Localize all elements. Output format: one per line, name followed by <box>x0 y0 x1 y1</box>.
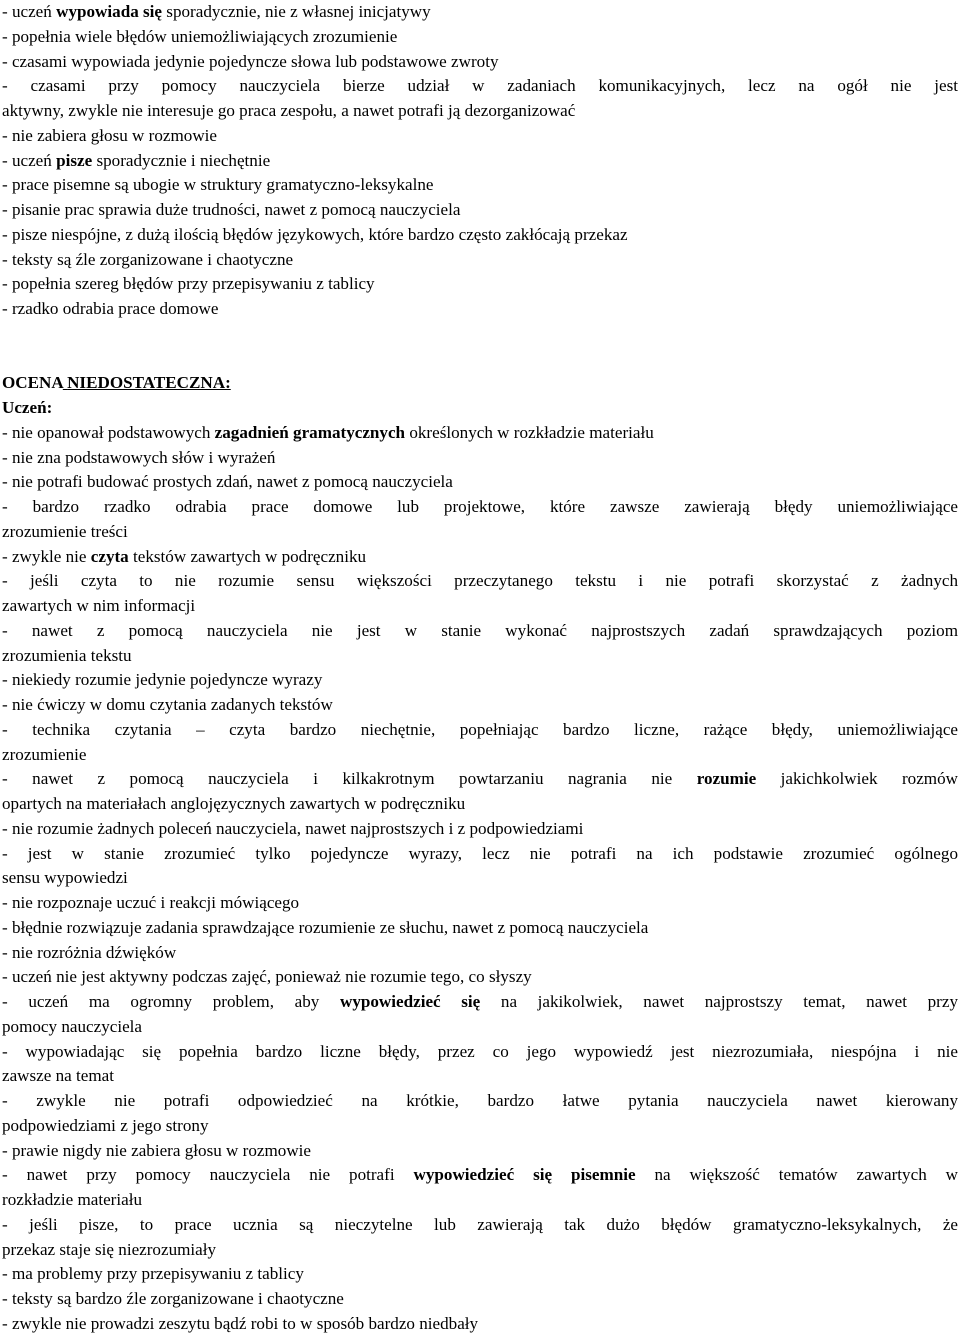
text-span: - zwykle nie <box>2 546 91 566</box>
text-line <box>2 866 958 891</box>
text-line <box>2 520 958 545</box>
emphasis-text: wypowiedzieć się <box>339 992 481 1011</box>
text-span: - technika czytania – czyta bardzo niechętnie, popełniając bardzo liczne, rażące błędy, uniemożliwiające <box>2 719 958 739</box>
text-span: - nie zabiera głosu w rozmowie <box>2 125 218 145</box>
text-line <box>2 173 958 198</box>
text-line <box>2 644 958 669</box>
text-line <box>2 149 958 174</box>
text-line <box>2 495 958 520</box>
emphasis-text: zagadnień gramatycznych <box>214 422 406 442</box>
text-line <box>2 1163 958 1188</box>
text-line <box>2 248 958 273</box>
text-line <box>2 619 958 644</box>
text-line <box>2 223 958 248</box>
text-span: - nawet z pomocą nauczyciela i kilkakrotnym powtarzaniu nagrania nie <box>2 769 697 789</box>
text-span: przekaz staje się niezrozumiały <box>2 1239 217 1259</box>
text-span: zrozumienia tekstu <box>2 645 132 665</box>
text-line <box>2 0 958 25</box>
text-line <box>2 1312 958 1337</box>
text-span: - nie zna podstawowych słów i wyrażeń <box>2 447 276 467</box>
text-line <box>2 718 958 743</box>
text-span: - teksty są bardzo źle zorganizowane i chaotyczne <box>2 1289 344 1308</box>
text-span: - jest w stanie zrozumieć tylko pojedyncze wyrazy, lecz nie potrafi na ich podstawie zrozumieć ogólnego <box>2 843 958 863</box>
section-criteria-previous-grade <box>2 0 958 322</box>
text-span: - nawet z pomocą nauczyciela nie jest w stanie wykonać najprostszych zadań sprawdzających poziom <box>2 620 958 640</box>
text-line <box>2 743 958 768</box>
text-line <box>2 990 958 1015</box>
grade-heading-grade: NIEDOSTATECZNA: <box>67 373 231 393</box>
text-line <box>2 446 958 471</box>
emphasis-text: wypowiedzieć się pisemnie <box>413 1165 636 1185</box>
text-line <box>2 198 958 223</box>
text-span: - uczeń ma ogromny problem, aby <box>2 992 340 1011</box>
text-span: - prace pisemne są ubogie w struktury gramatyczno-leksykalne <box>2 175 434 195</box>
text-span: pomocy nauczyciela <box>2 1016 143 1036</box>
text-span: - uczeń <box>2 150 57 170</box>
grade-heading-word: OCENA <box>2 373 63 393</box>
text-line <box>2 817 958 842</box>
text-line <box>2 1287 958 1312</box>
text-span: - uczeń <box>2 2 57 21</box>
emphasis-text: rozumie <box>696 769 757 789</box>
text-line <box>2 891 958 916</box>
text-span: zrozumienie treści <box>2 521 128 541</box>
text-span: opartych na materiałach anglojęzycznych zawartych w podręczniku <box>2 794 466 813</box>
text-line <box>2 74 958 99</box>
text-span: - rzadko odrabia prace domowe <box>2 299 219 318</box>
text-span: - pisanie prac sprawia duże trudności, nawet z pomocą nauczyciela <box>2 200 461 219</box>
text-span: tekstów zawartych w podręczniku <box>128 546 367 566</box>
emphasis-text: pisze <box>56 150 93 170</box>
text-line <box>2 941 958 966</box>
text-line <box>2 965 958 990</box>
text-line <box>2 545 958 570</box>
text-line <box>2 470 958 495</box>
text-line <box>2 421 958 446</box>
text-span: - nie potrafi budować prostych zdań, nawet z pomocą nauczyciela <box>2 472 453 492</box>
text-span: zrozumienie <box>2 744 87 764</box>
text-span: - czasami przy pomocy nauczyciela bierze udział w zadaniach komunikacyjnych, lecz na ogół nie jest <box>2 76 958 96</box>
text-span: aktywny, zwykle nie interesuje go praca zespołu, a nawet potrafi ją dezorganizować <box>2 101 576 120</box>
text-span: na większość tematów zawartych w <box>635 1165 959 1185</box>
text-span: - jeśli czyta to nie rozumie sensu większości przeczytanego tekstu i nie potrafi skorzystać z żadnych <box>2 571 958 591</box>
text-span: sporadycznie, nie z własnej inicjatywy <box>162 2 431 21</box>
text-span: - niekiedy rozumie jedynie pojedyncze wyrazy <box>2 670 323 690</box>
section-gap <box>2 322 958 372</box>
text-line <box>2 767 958 792</box>
text-span: - zwykle nie potrafi odpowiedzieć na krótkie, bardzo łatwe pytania nauczyciela nawet kierowany <box>2 1091 958 1110</box>
section-criteria-insufficient <box>2 421 958 1337</box>
text-line <box>2 569 958 594</box>
text-line <box>2 272 958 297</box>
text-line <box>2 1238 958 1263</box>
text-line <box>2 50 958 75</box>
text-span: sensu wypowiedzi <box>2 868 128 888</box>
emphasis-text: wypowiada się <box>56 2 163 21</box>
text-span: - czasami wypowiada jedynie pojedyncze słowa lub podstawowe zwroty <box>2 51 499 71</box>
text-span: - zwykle nie prowadzi zeszytu bądź robi to w sposób bardzo niedbały <box>2 1313 479 1333</box>
text-span: - nie rozróżnia dźwięków <box>2 942 177 962</box>
text-span: - popełnia wiele błędów uniemożliwiających zrozumienie <box>2 26 398 46</box>
text-span: - nawet przy pomocy nauczyciela nie potrafi <box>2 1165 414 1185</box>
text-span: - pisze niespójne, z dużą ilością błędów językowych, które bardzo często zakłócają przekaz <box>2 224 628 244</box>
text-span: - błędnie rozwiązuje zadania sprawdzające rozumienie ze słuchu, nawet z pomocą nauczyciela <box>2 917 649 937</box>
text-span: - nie ćwiczy w domu czytania zadanych tekstów <box>2 695 333 714</box>
text-span: zawartych w nim informacji <box>2 596 196 615</box>
text-span: sporadycznie i niechętnie <box>92 150 271 170</box>
text-span: - ma problemy przy przepisywaniu z tablicy <box>2 1264 304 1284</box>
text-line <box>2 297 958 322</box>
text-line <box>2 1188 958 1213</box>
text-line <box>2 25 958 50</box>
text-line <box>2 1015 958 1040</box>
text-line <box>2 1213 958 1238</box>
text-line <box>2 693 958 718</box>
grade-heading <box>2 371 958 396</box>
text-span: rozkładzie materiału <box>2 1190 142 1209</box>
text-span: - uczeń nie jest aktywny podczas zajęć, ponieważ nie rozumie tego, co słyszy <box>2 967 532 987</box>
text-line <box>2 124 958 149</box>
text-span: - wypowiadając się popełnia bardzo liczne błędy, przez co jego wypowiedź jest niezrozumiała, niespójna i nie <box>2 1041 958 1061</box>
text-span: na jakikolwiek, nawet najprostszy temat, nawet przy <box>480 992 958 1011</box>
text-span: - nie opanował podstawowych <box>2 422 215 442</box>
text-line <box>2 99 958 124</box>
text-span: zawsze na temat <box>2 1066 114 1086</box>
subject-label: Uczeń: <box>2 398 53 417</box>
text-line <box>2 1089 958 1114</box>
text-span: - teksty są źle zorganizowane i chaotyczne <box>2 249 294 269</box>
text-line <box>2 916 958 941</box>
text-span: - nie rozpoznaje uczuć i reakcji mówiącego <box>2 893 300 912</box>
text-span: - popełnia szereg błędów przy przepisywaniu z tablicy <box>2 274 375 294</box>
text-span: - bardzo rzadko odrabia prace domowe lub projektowe, które zawsze zawierają błędy uniemożliwiające <box>2 497 958 516</box>
text-span: - jeśli pisze, to prace ucznia są nieczytelne lub zawierają tak dużo błędów gramatyczno-leksykalnych, że <box>2 1214 958 1234</box>
emphasis-text: czyta <box>90 546 129 566</box>
text-span: jakichkolwiek rozmów <box>756 769 958 789</box>
text-line <box>2 1114 958 1139</box>
text-line <box>2 1040 958 1065</box>
text-span: - prawie nigdy nie zabiera głosu w rozmowie <box>2 1140 312 1160</box>
text-line <box>2 594 958 619</box>
text-line <box>2 668 958 693</box>
text-line <box>2 792 958 817</box>
text-line <box>2 1262 958 1287</box>
text-span: określonych w rozkładzie materiału <box>405 422 654 442</box>
text-line <box>2 842 958 867</box>
text-span: podpowiedziami z jego strony <box>2 1115 209 1135</box>
text-line <box>2 1139 958 1164</box>
text-span: - nie rozumie żadnych poleceń nauczyciela, nawet najprostszych i z podpowiedziami <box>2 818 584 838</box>
text-line <box>2 1064 958 1089</box>
